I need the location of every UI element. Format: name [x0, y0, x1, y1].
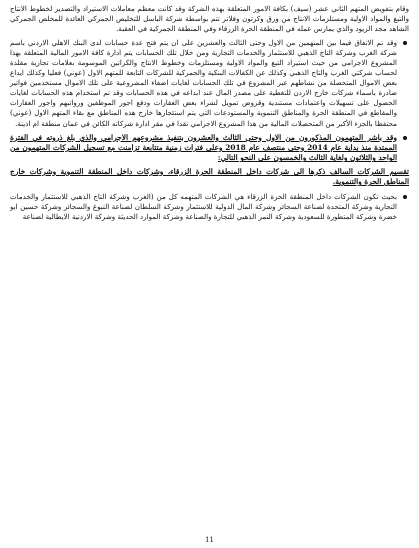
section-subheading: تقسيم الشركات السالف ذكرها الى شركات داخل المنطقة الحرة الزرقاء، وشركات داخل المنطقة التنموية وشركات خارج المناطق الحرة والتنموية.	[10, 166, 409, 187]
bullet-icon	[403, 136, 407, 140]
bullet-icon	[403, 41, 407, 45]
bullet-text: وقد تم الاتفاق فيما بين المتهمين من الاول وحتى الثالث والعشرين على ان يتم فتح عدة حسابات لدى البنك الاهلي الاردني باسم شركة الغرب وشركة التاج الذهبي للاستثمار والخدمات التجارية ومن خلال تلك الحسابات يتم ادارة كافة الامور المالية المتعلقة بهذا المشروع الاجرامي من حيث استيراد التبغ والمواد الاولية ومستلزمات وخطوط الانتاج والكراتين الموسومة بعلامات تجارية مقلدة لحساب شركتي الغرب والتاج الذهبي وكذلك عن الكفالات البنكية والجمركية للشركات التابعة للمتهم الاول (عوني) فعليا وكذلك ايداع بعض الاموال المتحصلة من نشاطهم عبر المشروع في تلك الحسابات لغايات اضفاء المشروعية على تلك الاموال مستخدمين فواتير صادرة باسماء شركات خارج الاردن للتغطية على مصدر المال عند ابداعه في هذه الحسابات وقد تم استخدام هذه الحسابات لغايات الحصول على تسهيلات واعتمادات مستندية وقروض تمويل لشراء بعض العقارات ودفع اجور الموظفين ورواتبهم واجور العقارات والمقاطع في المنطقة الحرة والمناطق التنموية والمستودعات التي يتم استئجارها خارج هذه المناطق مع بقاء المتهم الاول (عوني) محتفظا بالجزء الأكبر من المتحصلات المالية من هذا المشروع الاجرامي نقدا في مقر ادارة شركاته الكائن في عمان منطقة ام اذينة.	[10, 38, 397, 128]
paragraph-intro: وقام بتفويض المتهم الثاني عشر (سيف) بكافة الامور المتعلقة بهذه الشركة وقد كانت معظم معاملات الاستيراد والتصدير لخطوط الانتاج والتبغ والمواد الاولية ومستلزمات الانتاج من ورق وكرتون وفلاتر تتم بواسطة شركة الباسل للتخليص الجمركي العائدة للمخلص الجمركي الشاهد مجد الزيود والذي يمارس عمله في المنطقة الحرة الزرقاء وفي المنطقة الجمركية في العقبة.	[10, 4, 409, 34]
bullet-paragraph-execution	[10, 133, 409, 164]
bullet-icon	[403, 195, 407, 199]
page-number: 11	[205, 536, 214, 544]
bullet-paragraph-free-zone	[10, 192, 409, 222]
bullet-text: بحيث تكون الشركات داخل المنطقة الحرة الزرقاء هي الشركات المتهمه كل من (الغرب وشركة التاج الذهبي للاستثمار والخدمات التجارية وشركة المتحدة لصناعة السجائر وشركة المال الدولية للاستثمار وشركة السلطان لصناعة التبوغ والسجائر وشركة حسين ابو خضرة وشركة المتطورة للسعودية وشركة النمر الذهبي للتجارة والصناعة وشركة الموارد الحديثة وشركة الاردنية الايطالية لصناعة	[10, 191, 397, 221]
bullet-paragraph-accounts	[10, 38, 409, 128]
section-heading: وقد باشر المتهمون المذكورون من الاول وحتى الثالث والعشرون بتنفيذ مشروعهم الاجرامي والذي بلغ ذروته في الفترة الممتدة منذ بداية عام 2014 وحتى منتصف عام 2018 وعلى فترات زمنية متتابعة تزامنت مع تسجيل الشركات المتهمون من الواحد والثلاثون ولغاية الثالث والخمسون على النحو التالي:	[10, 132, 397, 163]
